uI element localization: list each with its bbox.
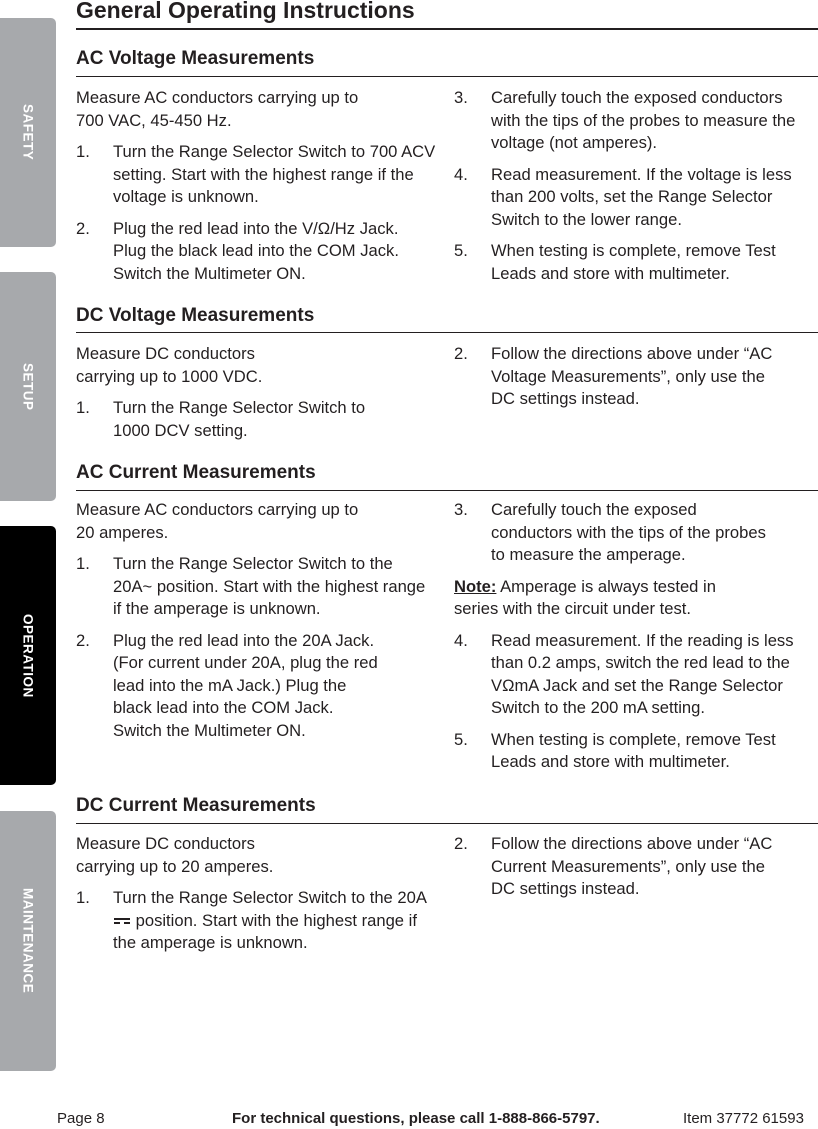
tab-maintenance: [0, 811, 56, 1071]
ac-voltage-intro: Measure AC conductors carrying up to 700 VAC, 45-450 Hz.: [76, 88, 359, 130]
ac-current-left-column: [76, 499, 426, 751]
step-text-after: position. Start with the highest range if the amperage is unknown.: [113, 910, 417, 952]
step-number: 1.: [76, 398, 90, 417]
dc-current-intro: Measure DC conductors carrying up to 20 amperes.: [76, 834, 274, 876]
step-text: Plug the red lead into the V/Ω/Hz Jack. Plug the black lead into the COM Jack. Switch the Multimeter ON.: [113, 218, 399, 283]
step-text: When testing is complete, remove Test Leads and store with multimeter.: [491, 241, 776, 283]
dc-current-rule: [76, 823, 818, 824]
dc-voltage-heading: DC Voltage Measurements: [76, 305, 315, 326]
ac-voltage-step-5: [454, 240, 812, 285]
step-text: Follow the directions above under “AC Current Measurements”, only use the DC settings instead.: [491, 834, 773, 898]
tab-safety-label: SAFETY: [20, 104, 36, 161]
step-text: [113, 887, 436, 955]
title-rule: [76, 28, 818, 30]
dc-voltage-left-column: [76, 343, 366, 451]
footer-contact: For technical questions, please call 1-888-866-5797.: [232, 1110, 600, 1127]
tab-setup-label: SETUP: [20, 362, 36, 411]
dc-current-heading: DC Current Measurements: [76, 795, 316, 816]
ac-current-note: [454, 576, 764, 621]
tab-operation: [0, 526, 56, 785]
step-number: 1.: [76, 888, 90, 907]
ac-current-step-5: [454, 729, 816, 774]
ac-current-heading: AC Current Measurements: [76, 462, 316, 483]
ac-voltage-heading: AC Voltage Measurements: [76, 48, 315, 69]
step-number: 4.: [454, 630, 468, 650]
step-text: Carefully touch the exposed conductors with the tips of the probes to measure the amperage.: [491, 500, 766, 564]
step-number: 1.: [76, 554, 90, 573]
ac-current-right-column: [454, 499, 816, 783]
step-text-before: Turn the Range Selector Switch to the 20A: [113, 888, 427, 907]
ac-current-step-3: [454, 499, 780, 567]
dc-symbol-icon: [114, 917, 130, 926]
tab-operation-label: OPERATION: [20, 613, 36, 698]
ac-voltage-step-1: [76, 141, 436, 209]
footer-item-number: Item 37772 61593: [683, 1110, 804, 1127]
footer-page-number: Page 8: [57, 1110, 105, 1127]
step-number: 2.: [454, 834, 468, 853]
ac-voltage-left-column: [76, 87, 436, 294]
ac-voltage-right-column: [454, 87, 812, 294]
step-number: 5.: [454, 241, 468, 260]
step-number: 4.: [454, 164, 468, 184]
dc-current-left-column: [76, 833, 427, 964]
tab-safety: [0, 18, 56, 247]
dc-voltage-step-2: [454, 343, 784, 411]
dc-current-step-2: [454, 833, 784, 901]
step-text: Turn the Range Selector Switch to 700 ACV setting. Start with the highest range if the voltage is unknown.: [113, 142, 436, 206]
step-text: Turn the Range Selector Switch to the 20A~ position. Start with the highest range if the amperage is unknown.: [113, 554, 426, 618]
step-number: 1.: [76, 142, 90, 161]
step-number: 3.: [454, 500, 468, 519]
dc-current-right-column: [454, 833, 784, 910]
step-text: Read measurement. If the voltage is less than 200 volts, set the Range Selector Switch to the lower range.: [491, 164, 792, 229]
step-text: Carefully touch the exposed conductors with the tips of the probes to measure the voltage (not amperes).: [491, 88, 796, 152]
dc-current-step-1: [76, 887, 436, 955]
page-title: General Operating Instructions: [76, 0, 415, 23]
ac-current-rule: [76, 490, 818, 491]
dc-voltage-step-1: [76, 397, 396, 442]
step-number: 3.: [454, 88, 468, 107]
step-number: 5.: [454, 729, 468, 749]
step-text: Turn the Range Selector Switch to 1000 DCV setting.: [113, 398, 366, 440]
note-label: Note:: [454, 576, 497, 596]
ac-current-step-4: [454, 630, 816, 720]
dc-voltage-rule: [76, 332, 818, 333]
note-text: Amperage is always tested in series with the circuit under test.: [454, 576, 716, 618]
step-text: Read measurement. If the reading is less than 0.2 amps, switch the red lead to the VΩmA Jack and set the Range Selector Switch to the 200 mA setting.: [491, 630, 794, 717]
step-text: When testing is complete, remove Test Leads and store with multimeter.: [491, 729, 776, 771]
ac-voltage-step-4: [454, 164, 812, 232]
tab-setup: [0, 272, 56, 501]
ac-voltage-step-2: [76, 218, 436, 286]
ac-current-step-1: [76, 553, 436, 621]
ac-current-step-2: [76, 630, 386, 743]
ac-current-intro: Measure AC conductors carrying up to 20 amperes.: [76, 500, 359, 542]
dc-voltage-right-column: [454, 343, 784, 420]
step-text: Plug the red lead into the 20A Jack. (For current under 20A, plug the red lead into the mA Jack.) Plug the black lead into the COM Jack. Switch the Multimeter ON.: [113, 630, 378, 740]
dc-voltage-intro: Measure DC conductors carrying up to 1000 VDC.: [76, 344, 263, 386]
step-number: 2.: [76, 218, 90, 238]
step-text: Follow the directions above under “AC Voltage Measurements”, only use the DC settings instead.: [491, 344, 773, 408]
ac-voltage-rule: [76, 76, 818, 77]
step-number: 2.: [454, 344, 468, 363]
step-number: 2.: [76, 630, 90, 650]
tab-maintenance-label: MAINTENANCE: [20, 888, 36, 994]
ac-voltage-step-3: [454, 87, 812, 155]
